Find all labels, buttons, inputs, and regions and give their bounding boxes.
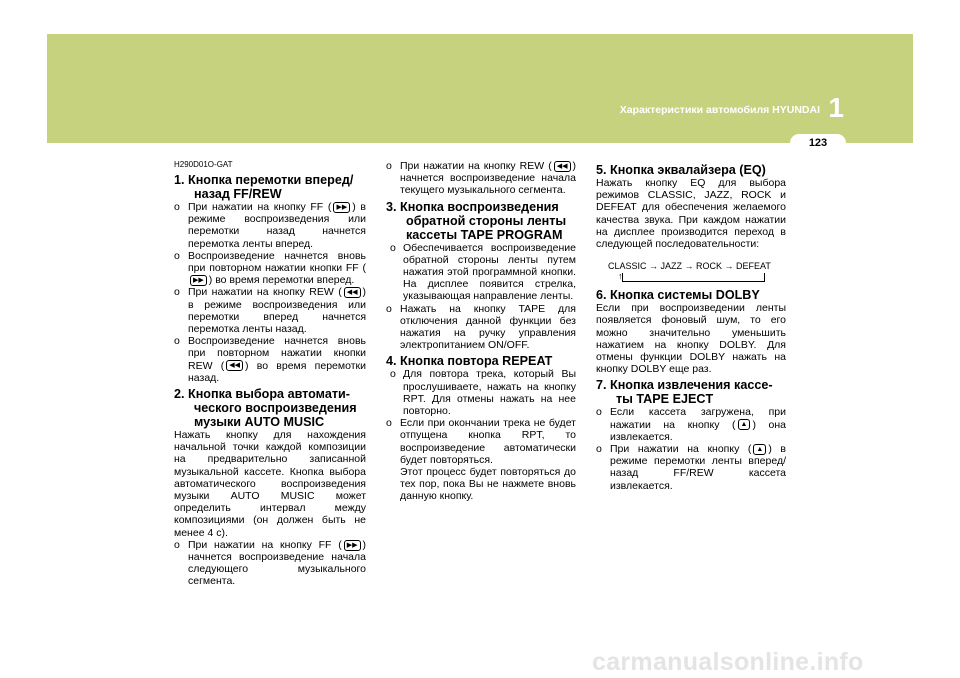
page-number: 123 [790,134,846,152]
column-1 [174,160,366,588]
header-banner [47,34,913,143]
list-item: o Если при окончании трека не будет отпущена кнопка RPT, то воспроизведение автоматически будет повторяться. [386,417,576,466]
list-item: o Для повтора трека, который Вы прослушиваете, нажать на кнопку RPT. Для отмены нажать на нее повторно. [390,368,576,418]
section-4-note: Этот процесс будет повторяться до тех пор, пока Вы не нажмете вновь данную кнопку. [400,466,576,503]
eject-icon: ▲ [738,419,751,430]
section-4-title: 4. Кнопка повтора REPEAT [386,354,553,369]
section-6-text: Если при воспроизведении ленты появляется фоновый шум, то его можно значительно уменьшить нажатием на кнопку DOLBY. Для отмены функции DOLBY нажать на кнопку DOLBY еще раз. [596,302,786,376]
header-subtitle: Характеристики автомобиля HYUNDAI [619,104,820,116]
column-3 [596,160,786,492]
fast-forward-icon: ▶▶ [190,275,207,286]
section-code: H290D01O-GAT [174,160,233,169]
chapter-number: 1 [828,92,844,123]
section-2-text: Нажать кнопку для нахождения начальной точки каждой композиции на предварительно записанной музыкальной кассете. Кнопка выбора автоматического воспроизведения музыки AUTO MUSIC может определить интервал между композициями (он должен быть не менее 4 с). [174,429,366,539]
section-3-title: 3. Кнопка воспроизведения обратной стороны ленты кассеты TAPE PROGRAM [386,199,567,242]
list-item: o Воспроизведение начнется вновь при повторном нажатии кнопки REW ( ◀◀ ) во время перемотки назад. [174,335,366,384]
rewind-icon: ◀◀ [226,360,243,371]
watermark: carmanualsonline.info [592,648,864,676]
section-2-title: 2. Кнопка выбора автомати- ческого воспроизведения музыки AUTO MUSIC [174,387,357,430]
rewind-icon: ◀◀ [344,287,361,298]
list-item: o При нажатии на кнопку REW ( ◀◀ ) начнется воспроизведение начала текущего музыкального сегмента. [386,160,576,197]
section-6-title: 6. Кнопка системы DOLBY [596,288,760,303]
section-7-title: 7. Кнопка извлечения кассе- ты TAPE EJECT [596,378,773,407]
fast-forward-icon: ▶▶ [333,202,350,213]
list-item: o Если кассета загружена, при нажатии на кнопку ( ▲ ) она извлекается. [596,406,786,443]
section-1-title: 1. Кнопка перемотки вперед/ назад FF/REW [174,173,354,201]
rewind-icon: ◀◀ [554,161,571,172]
list-item: o При нажатии на кнопку ( ▲ ) в режиме перемотки ленты вперед/назад FF/REW кассета извлекается. [596,443,786,492]
section-5-text: Нажать кнопку EQ для выбора режимов CLASSIC, JAZZ, ROCK и DEFEAT для обеспечения желаемого качества звука. При каждом нажатии на дисплее производится переход в следующей последовательности: [596,177,786,251]
eq-sequence-diagram [608,260,786,282]
list-item: o При нажатии на кнопку REW ( ◀◀ ) в режиме воспроизведения или перемотки вперед начнется перемотка ленты назад. [174,286,366,336]
eq-sequence-text: CLASSIC → JAZZ → ROCK → DEFEAT [608,261,771,272]
section-5-title: 5. Кнопка эквалайзера (EQ) [596,163,766,177]
eject-icon: ▲ [753,444,766,455]
list-item: o При нажатии на кнопку FF ( ▶▶ ) начнется воспроизведение начала следующего музыкального сегмента. [174,538,366,588]
list-item: o Нажать на кнопку TAPE для отключения данной функции без нажатия на ручку управления электропитанием ON/OFF. [386,302,576,352]
list-item: o Обеспечивается воспроизведение обратной стороны ленты путем нажатия этой программной кнопки. На дисплее появится стрелка, указывающая направление ленты. [390,241,576,303]
up-arrow-icon: ↑ [618,271,623,282]
column-2 [386,160,576,503]
list-item: o Воспроизведение начнется вновь при повторном нажатии кнопки FF (▶▶ ) во время перемотки вперед. [174,249,366,287]
list-item: o При нажатии на кнопку FF ( ▶▶ ) в режиме воспроизведения или перемотки назад начнется перемотка ленты вперед. [174,201,366,250]
loop-back-line [622,273,765,282]
fast-forward-icon: ▶▶ [344,540,361,551]
